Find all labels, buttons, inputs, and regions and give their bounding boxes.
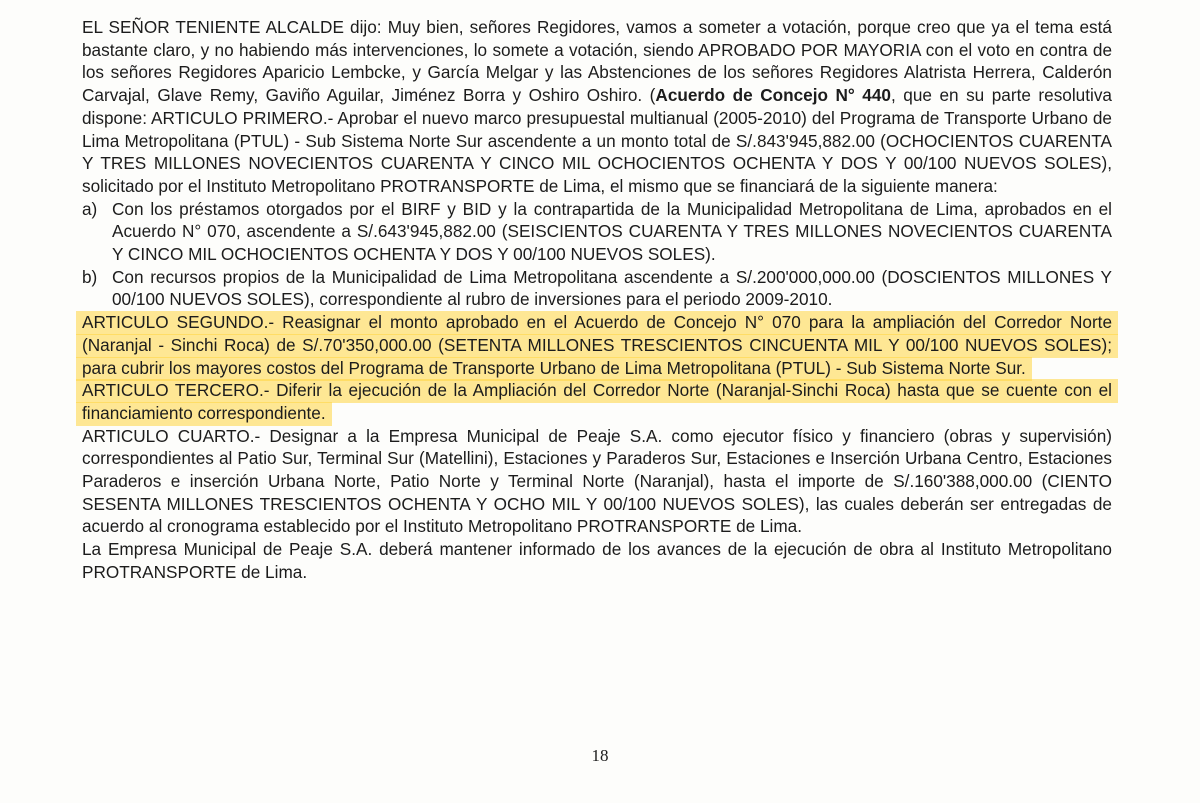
page-number: 18: [591, 746, 609, 765]
articulo-tercero-highlighted: ARTICULO TERCERO.- Diferir la ejecución de la Ampliación del Corredor Norte (Naranjal-Sinchi Roca) hasta que se cuente con el financiamiento correspondiente.: [82, 379, 1112, 426]
articulo-segundo-paragraph: [82, 311, 1112, 379]
list-item-b: [82, 266, 1112, 311]
intro-paragraph: [82, 16, 1112, 198]
articulo-cuarto-paragraph: ARTICULO CUARTO.- Designar a la Empresa Municipal de Peaje S.A. como ejecutor físico y financiero (obras y supervisión) correspondientes al Patio Sur, Terminal Sur (Matellini), Estaciones y Paraderos Sur, Estaciones e Inserción Urbana Centro, Estaciones Paraderos e inserción Urbana Norte, Patio Norte y Terminal Norte (Naranjal), hasta el importe de S/.160'388,000.00 (CIENTO SESENTA MILLONES TRESCIENTOS OCHENTA Y OCHO MIL Y 00/100 NUEVOS SOLES), las cuales deberán ser entregadas de acuerdo al cronograma establecido por el Instituto Metropolitano PROTRANSPORTE de Lima.: [82, 425, 1112, 537]
list-item-a: [82, 198, 1112, 266]
list-marker-b: b): [82, 266, 98, 287]
articulo-tercero-paragraph: [82, 379, 1112, 424]
list-marker-a: a): [82, 198, 98, 219]
acuerdo-number: Acuerdo de Concejo N° 440: [655, 85, 891, 106]
articulo-segundo-highlighted: ARTICULO SEGUNDO.- Reasignar el monto aprobado en el Acuerdo de Concejo N° 070 para la ampliación del Corredor Norte (Naranjal - Sinchi Roca) de S/.70'350,000.00 (SETENTA MILLONES TRESCIENTOS CINCUENTA MIL Y 00/100 NUEVOS SOLES); para cubrir los mayores costos del Programa de Transporte Urbano de Lima Metropolitana (PTUL) - Sub Sistema Norte Sur.: [82, 311, 1112, 380]
list-text-a: Con los préstamos otorgados por el BIRF y BID y la contrapartida de la Municipalidad Metropolitana de Lima, aprobados en el Acuerdo N° 070, ascendente a S/.643'945,882.00 (SEISCIENTOS CUARENTA Y TRES MILLONES NOVECIENTOS CUARENTA Y CINCO MIL OCHOCIENTOS OCHENTA Y DOS Y 00/100 NUEVOS SOLES).: [112, 198, 1112, 265]
closing-paragraph: La Empresa Municipal de Peaje S.A. deberá mantener informado de los avances de la ejecución de obra al Instituto Metropolitano PROTRANSPORTE de Lima.: [82, 539, 1112, 582]
document-body: [82, 16, 1112, 584]
intro-text-start: EL SEÑOR TENIENTE ALCALDE dijo: Muy bien, señores Regidores, vamos a someter a votación, porque creo que ya el tema está bastante claro, y no habiendo más intervenciones, lo somete a votación, siendo APROBADO POR MAYORIA con el voto en contra de los señores Regidores Aparicio Lembcke, y García Melgar y las Abstenciones de los señores Regidores Alatrista Herrera, Calderón Carvajal, Glave Remy, Gaviño Aguilar, Jiménez Borra y Oshiro Oshiro. (: [82, 17, 1112, 106]
list-text-b: Con recursos propios de la Municipalidad de Lima Metropolitana ascendente a S/.200'000,000.00 (DOSCIENTOS MILLONES Y 00/100 NUEVOS SOLES), correspondiente al rubro de inversiones para el periodo 2009-2010.: [112, 266, 1112, 310]
intro-text-end: , que en su parte resolutiva dispone: ARTICULO PRIMERO.- Aprobar el nuevo marco presupuestal multianual (2005-2010) del Programa de Transporte Urbano de Lima Metropolitana (PTUL) - Sub Sistema Norte Sur ascendente a un monto total de S/.843'945,882.00 (OCHOCIENTOS CUARENTA Y TRES MILLONES NOVECIENTOS CUARENTA Y CINCO MIL OCHOCIENTOS OCHENTA Y DOS Y 00/100 NUEVOS SOLES), solicitado por el Instituto Metropolitano PROTRANSPORTE de Lima, el mismo que se financiará de la siguiente manera:: [82, 85, 1112, 196]
